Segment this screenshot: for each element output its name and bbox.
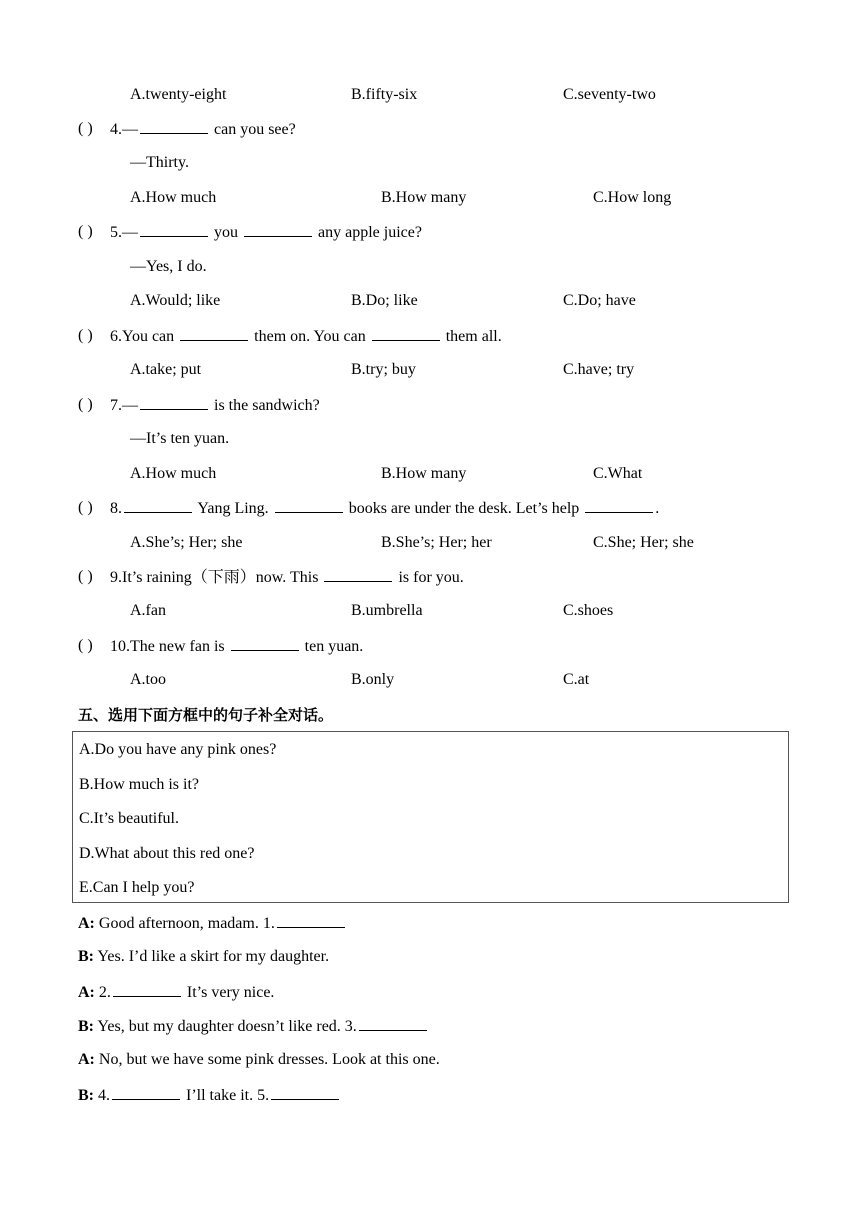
reply-text: —Thirty. — [130, 154, 189, 171]
question-number: 8. — [110, 500, 122, 517]
option-c: C.Do; have — [563, 292, 636, 309]
question-text — [110, 636, 363, 657]
answer-paren[interactable]: ( ) — [78, 637, 93, 654]
q3-option-b: B.fifty-six — [351, 86, 418, 103]
speaker: B: — [78, 1087, 94, 1104]
answer-blank[interactable] — [113, 982, 181, 997]
answer-blank[interactable] — [180, 326, 248, 341]
answer-blank[interactable] — [112, 1085, 180, 1100]
dialogue-text: 4. — [94, 1087, 110, 1104]
answer-blank[interactable] — [271, 1085, 339, 1100]
box-item: B.How much is it? — [79, 776, 199, 793]
option-c: C.shoes — [563, 602, 614, 619]
dialogue-text: No, but we have some pink dresses. Look at this one. — [94, 1051, 440, 1068]
answer-blank[interactable] — [124, 498, 192, 513]
question-number: 7. — [110, 397, 122, 414]
dialogue-text: It’s very nice. — [182, 984, 275, 1001]
text-part: can you see? — [210, 121, 296, 138]
answer-paren[interactable]: ( ) — [78, 223, 93, 240]
text-part: Yang Ling. — [194, 500, 273, 517]
question-text — [110, 326, 502, 347]
sentence-box — [72, 731, 789, 903]
question-text — [110, 498, 659, 519]
answer-blank[interactable] — [140, 222, 208, 237]
answer-blank[interactable] — [231, 636, 299, 651]
answer-paren[interactable]: ( ) — [78, 396, 93, 413]
answer-paren[interactable]: ( ) — [78, 499, 93, 516]
text-part: you — [210, 224, 242, 241]
option-c: C.have; try — [563, 361, 635, 378]
text-part: The new fan is — [130, 638, 229, 655]
dialogue-line — [78, 947, 329, 967]
answer-blank[interactable] — [359, 1016, 427, 1031]
box-item: A.Do you have any pink ones? — [79, 741, 277, 758]
speaker: A: — [78, 984, 95, 1001]
question-text — [110, 119, 296, 140]
question-number: 5. — [110, 224, 122, 241]
speaker: A: — [78, 1051, 95, 1068]
answer-paren[interactable]: ( ) — [78, 327, 93, 344]
option-b: B.How many — [381, 465, 467, 482]
question-text — [110, 567, 464, 588]
question-number: 10. — [110, 638, 130, 655]
question-text — [110, 222, 422, 243]
answer-blank[interactable] — [585, 498, 653, 513]
option-c: C.How long — [593, 189, 672, 206]
option-a: A.too — [130, 671, 166, 688]
question-number: 9. — [110, 569, 122, 586]
answer-blank[interactable] — [372, 326, 440, 341]
dialogue-line — [78, 1050, 440, 1070]
dialogue-line — [78, 982, 274, 1003]
reply-text: —Yes, I do. — [130, 258, 207, 275]
answer-blank[interactable] — [275, 498, 343, 513]
option-c: C.What — [593, 465, 643, 482]
dialogue-text: Yes. I’d like a skirt for my daughter. — [94, 948, 330, 965]
text-part: — — [122, 224, 138, 241]
section-title: 五、选用下面方框中的句子补全对话。 — [78, 706, 334, 724]
option-a: A.How much — [130, 189, 217, 206]
box-item: D.What about this red one? — [79, 845, 255, 862]
option-b: B.umbrella — [351, 602, 423, 619]
option-c: C.at — [563, 671, 590, 688]
answer-blank[interactable] — [277, 913, 345, 928]
dialogue-text: I’ll take it. 5. — [182, 1087, 270, 1104]
box-item: E.Can I help you? — [79, 879, 195, 896]
dialogue-line — [78, 913, 347, 934]
reply-text: —It’s ten yuan. — [130, 430, 230, 447]
dialogue-text: Good afternoon, madam. 1. — [94, 915, 275, 932]
option-a: A.She’s; Her; she — [130, 534, 243, 551]
text-part: — — [122, 397, 138, 414]
answer-blank[interactable] — [140, 119, 208, 134]
speaker: B: — [78, 1018, 94, 1035]
text-part: is the sandwich? — [210, 397, 320, 414]
option-b: B.She’s; Her; her — [381, 534, 492, 551]
option-a: A.take; put — [130, 361, 202, 378]
option-c: C.She; Her; she — [593, 534, 694, 551]
answer-paren[interactable]: ( ) — [78, 568, 93, 585]
option-b: B.How many — [381, 189, 467, 206]
question-text — [110, 395, 320, 416]
option-b: B.try; buy — [351, 361, 416, 378]
speaker: B: — [78, 948, 94, 965]
q3-option-a: A.twenty-eight — [130, 86, 227, 103]
option-a: A.fan — [130, 602, 166, 619]
option-b: B.only — [351, 671, 395, 688]
option-a: A.How much — [130, 465, 217, 482]
text-part: any apple juice? — [314, 224, 422, 241]
answer-blank[interactable] — [324, 567, 392, 582]
q3-option-c: C.seventy-two — [563, 86, 656, 103]
text-part: books are under the desk. Let’s help — [344, 500, 584, 517]
speaker: A: — [78, 915, 95, 932]
option-b: B.Do; like — [351, 292, 418, 309]
text-part: You can — [122, 328, 179, 345]
dialogue-line — [78, 1085, 341, 1106]
box-item: C.It’s beautiful. — [79, 810, 179, 827]
text-part: them all. — [441, 328, 502, 345]
text-part: It’s raining（下雨）now. This — [122, 569, 323, 586]
question-number: 6. — [110, 328, 122, 345]
answer-paren[interactable]: ( ) — [78, 120, 93, 137]
text-part: ten yuan. — [300, 638, 364, 655]
text-part: is for you. — [394, 569, 464, 586]
text-part: — — [122, 121, 138, 138]
dialogue-line — [78, 1016, 429, 1037]
answer-blank[interactable] — [140, 395, 208, 410]
text-part: . — [655, 500, 660, 517]
dialogue-text: Yes, but my daughter doesn’t like red. 3. — [94, 1018, 357, 1035]
answer-blank[interactable] — [244, 222, 312, 237]
option-a: A.Would; like — [130, 292, 221, 309]
question-number: 4. — [110, 121, 122, 138]
dialogue-text: 2. — [94, 984, 111, 1001]
text-part: them on. You can — [250, 328, 370, 345]
